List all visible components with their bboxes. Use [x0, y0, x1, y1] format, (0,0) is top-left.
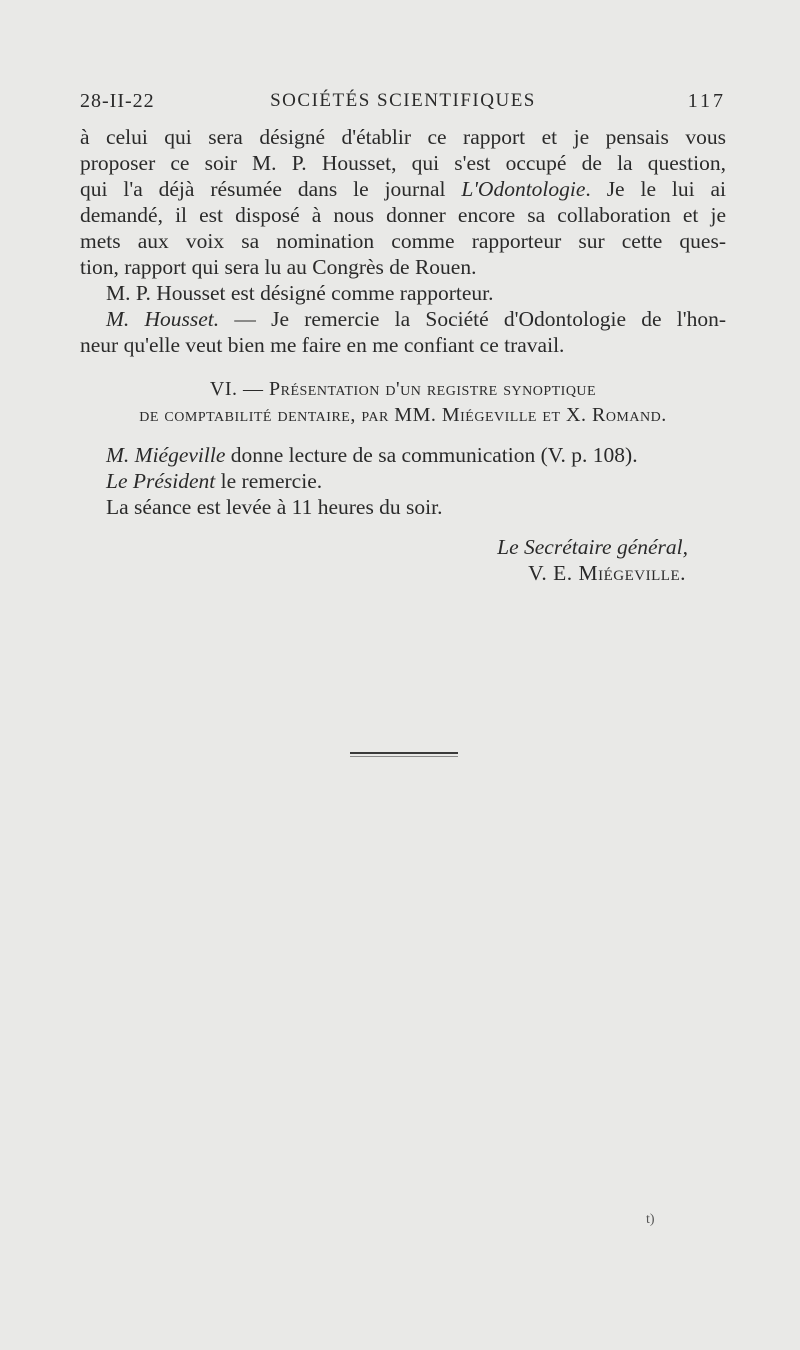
- line-text: qui l'a déjà résumée dans le journal: [80, 177, 462, 201]
- paragraph-2: M. P. Housset est désigné comme rapporteur.: [106, 281, 494, 305]
- section-heading-line-1: VI. — Présentation d'un registre synoptique: [209, 378, 597, 400]
- paragraph-5: [80, 468, 726, 494]
- line: mets aux voix sa nomination comme rapporteur sur cette ques-: [80, 229, 726, 253]
- journal-title: L'Odontologie: [461, 177, 586, 201]
- header-date: 28-II-22: [80, 90, 155, 112]
- paragraph-3: [80, 306, 726, 358]
- section-heading-line-2: de comptabilité dentaire, par MM. Miégeville et X. Romand.: [139, 404, 667, 426]
- speaker: M. Housset.: [106, 307, 220, 331]
- line: [80, 176, 726, 202]
- section-heading: [80, 376, 726, 428]
- line: neur qu'elle veut bien me faire en me confiant ce travail.: [80, 333, 565, 357]
- line: à celui qui sera désigné d'établir ce rapport et je pensais vous: [80, 125, 726, 149]
- page-body: [80, 124, 726, 586]
- end-rule: [350, 752, 458, 754]
- paragraph-text: donne lecture de sa communication (V. p. 108).: [225, 443, 638, 467]
- paragraph-1: [80, 124, 726, 280]
- line: tion, rapport qui sera lu au Congrès de Rouen.: [80, 255, 477, 279]
- footer-mark: t): [646, 1212, 655, 1227]
- paragraph-4: [80, 442, 726, 468]
- line-text: . Je le lui ai: [585, 177, 726, 201]
- paragraph-6: La séance est levée à 11 heures du soir.: [106, 495, 443, 519]
- running-header: [80, 90, 726, 120]
- speaker: Le Président: [106, 469, 216, 493]
- signature-role: Le Secrétaire général,: [497, 535, 688, 559]
- header-title: SOCIÉTÉS SCIENTIFIQUES: [270, 90, 536, 111]
- signature-name: V. E. Miégeville.: [528, 561, 686, 585]
- line: demandé, il est disposé à nous donner encore sa collaboration et je: [80, 203, 726, 227]
- paragraph-text: le remercie.: [215, 469, 323, 493]
- line: proposer ce soir M. P. Housset, qui s'est occupé de la question,: [80, 151, 726, 175]
- end-rule-fine: [350, 756, 458, 757]
- line: [80, 306, 726, 332]
- page-number: 117: [687, 90, 726, 112]
- signature-block: [80, 534, 726, 586]
- line-text: — Je remercie la Société d'Odontologie de l'hon-: [219, 307, 727, 331]
- speaker: M. Miégeville: [106, 443, 226, 467]
